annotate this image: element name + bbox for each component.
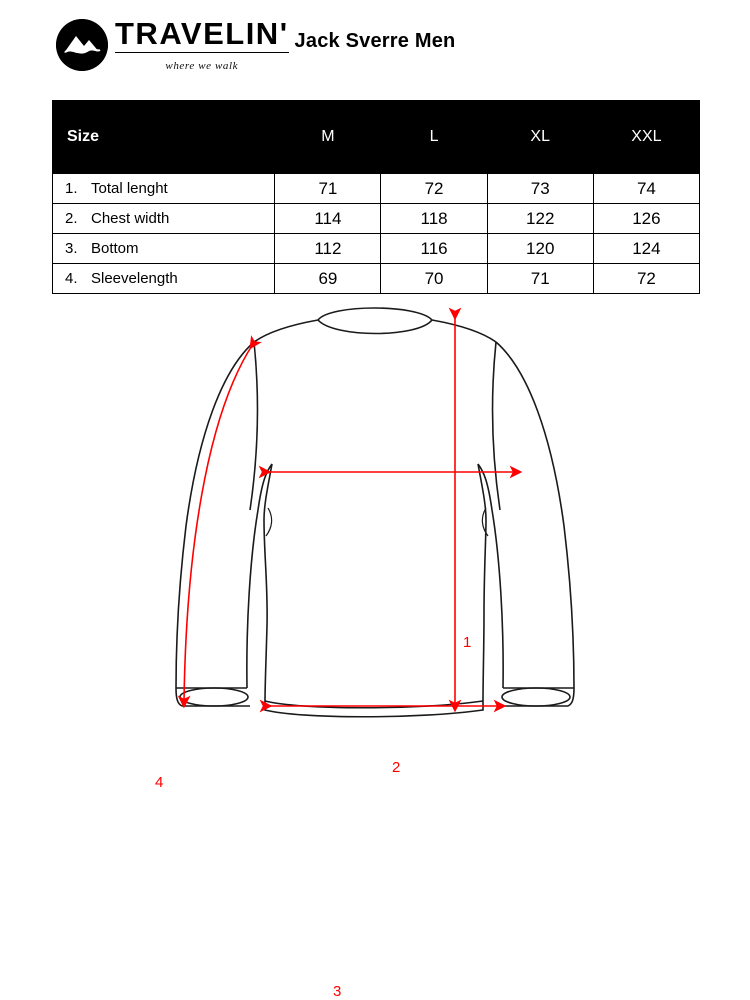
size-chart-table xyxy=(52,100,700,294)
table-header-row xyxy=(53,101,700,174)
cell-bottom-m: 112 xyxy=(275,234,381,264)
table-row xyxy=(53,264,700,294)
row-label-bottom xyxy=(53,234,275,264)
row-label-total-length xyxy=(53,174,275,204)
column-header-size: Size xyxy=(53,101,275,174)
table-body xyxy=(53,174,700,294)
measure-label-chest-width: 2 xyxy=(392,759,401,776)
cell-total-length-xxl: 74 xyxy=(593,174,699,204)
row-text: Total lenght xyxy=(91,180,168,197)
cell-chest-width-l: 118 xyxy=(381,204,487,234)
row-text: Sleevelength xyxy=(91,270,178,287)
table-row xyxy=(53,204,700,234)
cell-total-length-m: 71 xyxy=(275,174,381,204)
row-label-sleeve-length xyxy=(53,264,275,294)
cell-chest-width-xl: 122 xyxy=(487,204,593,234)
measure-label-total-length: 1 xyxy=(463,634,472,651)
column-header-xl: XL xyxy=(487,101,593,174)
row-number: 2. xyxy=(65,210,78,227)
row-number: 1. xyxy=(65,180,78,197)
column-header-m: M xyxy=(275,101,381,174)
row-text: Bottom xyxy=(91,240,139,257)
cell-sleeve-length-l: 70 xyxy=(381,264,487,294)
brand-name: TRAVELIN' xyxy=(115,16,289,51)
column-header-xxl: XXL xyxy=(593,101,699,174)
cell-bottom-xl: 120 xyxy=(487,234,593,264)
page-header xyxy=(0,0,750,92)
cell-bottom-xxl: 124 xyxy=(593,234,699,264)
cell-sleeve-length-xxl: 72 xyxy=(593,264,699,294)
cell-total-length-xl: 73 xyxy=(487,174,593,204)
measure-label-sleeve-length: 4 xyxy=(155,774,164,791)
table-row xyxy=(53,174,700,204)
cell-sleeve-length-xl: 71 xyxy=(487,264,593,294)
brand-tagline: where we walk xyxy=(165,60,239,72)
sweater-outline xyxy=(176,308,574,717)
cell-sleeve-length-m: 69 xyxy=(275,264,381,294)
cell-chest-width-xxl: 126 xyxy=(593,204,699,234)
measure-label-bottom: 3 xyxy=(333,983,342,1000)
table-header xyxy=(53,101,700,174)
column-header-l: L xyxy=(381,101,487,174)
cell-chest-width-m: 114 xyxy=(275,204,381,234)
row-number: 4. xyxy=(65,270,78,287)
row-text: Chest width xyxy=(91,210,170,227)
garment-illustration xyxy=(0,296,750,1000)
row-label-chest-width xyxy=(53,204,275,234)
cell-bottom-l: 116 xyxy=(381,234,487,264)
cell-total-length-l: 72 xyxy=(381,174,487,204)
table-row xyxy=(53,234,700,264)
row-number: 3. xyxy=(65,240,78,257)
measure-line-sleeve-length xyxy=(184,344,253,702)
page-title: Jack Sverre Men xyxy=(294,30,456,52)
